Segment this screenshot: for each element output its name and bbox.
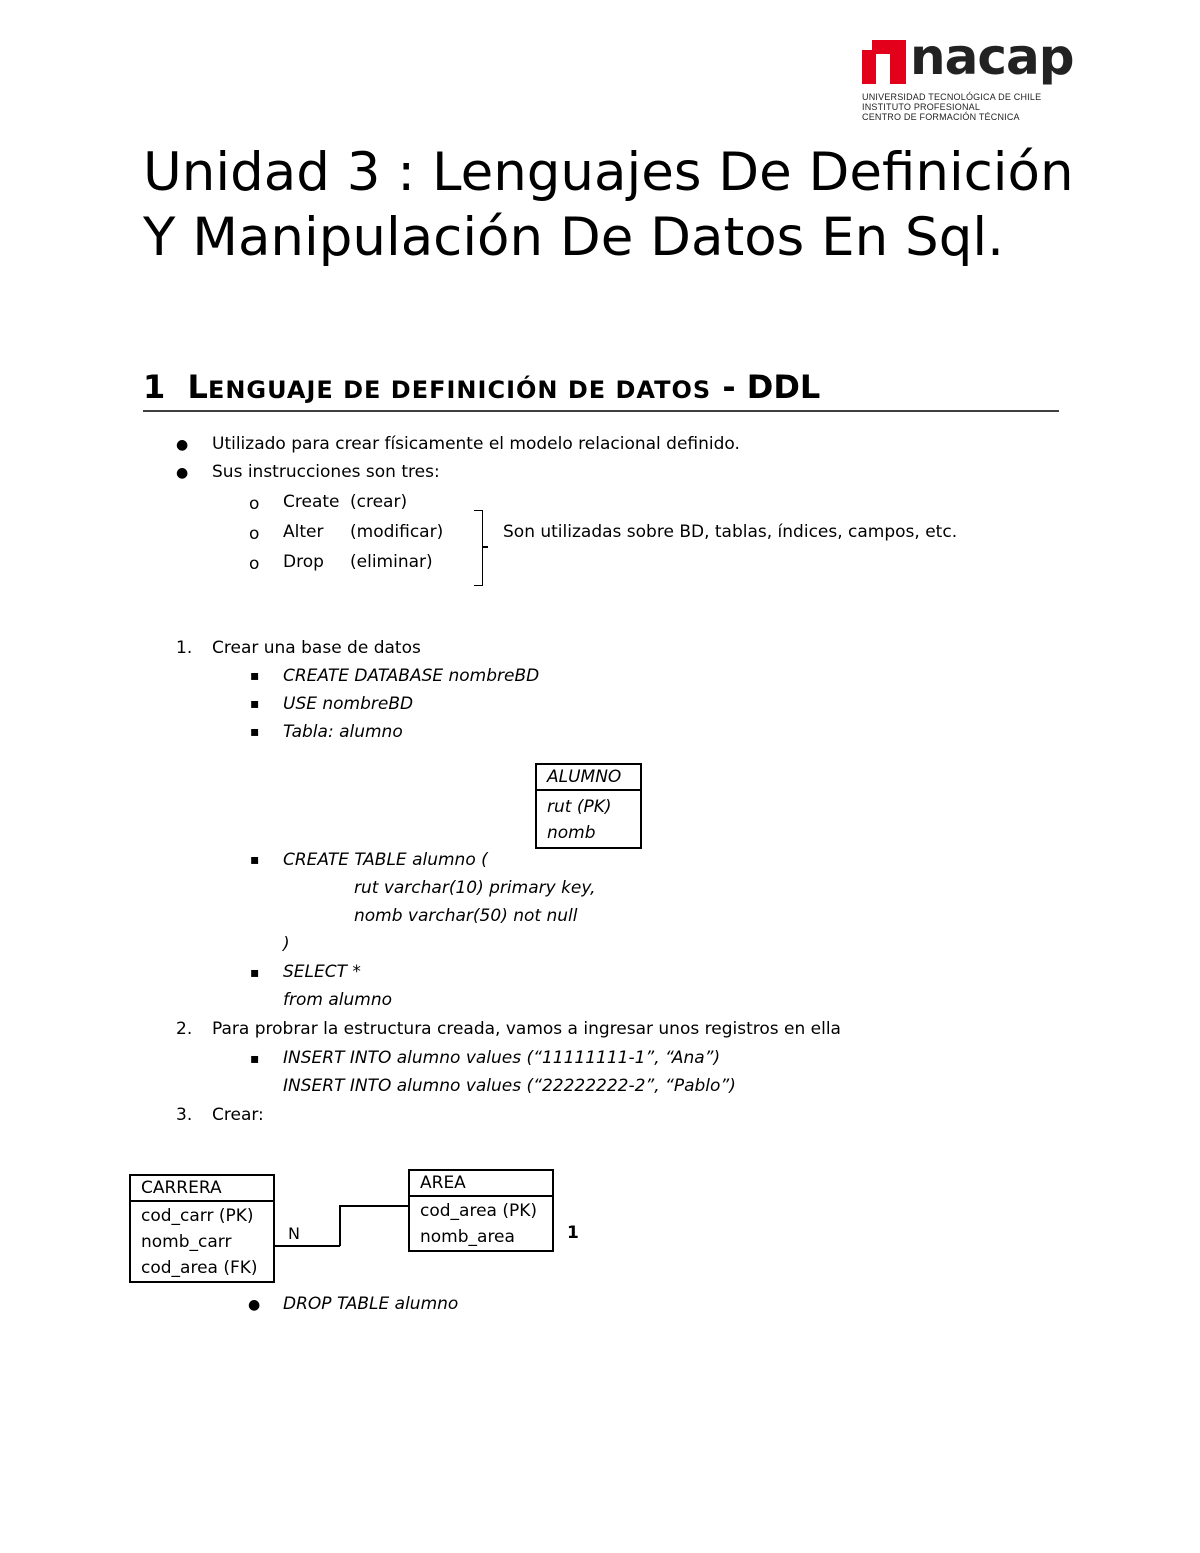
sub-bullet-marker: o: [249, 494, 260, 514]
step-text: Crear:: [212, 1105, 264, 1125]
table-field: nomb: [547, 823, 596, 843]
cardinality-n: N: [288, 1224, 300, 1243]
cardinality-1: 1: [567, 1223, 579, 1243]
square-bullet: ▪: [250, 668, 260, 684]
instruction-desc: (crear): [350, 492, 408, 512]
code-line: INSERT INTO alumno values (“22222222-2”, “Pablo”): [283, 1076, 736, 1096]
area-table-box: [408, 1169, 554, 1252]
square-bullet: ▪: [250, 696, 260, 712]
square-bullet: ▪: [250, 965, 260, 981]
instructions-note: Son utilizadas sobre BD, tablas, índices, campos, etc.: [503, 522, 958, 542]
code-line: CREATE TABLE alumno (: [283, 850, 488, 870]
relationship-line: [339, 1205, 341, 1246]
table-field: cod_carr (PK): [141, 1206, 254, 1226]
code-line: Tabla: alumno: [283, 722, 403, 742]
table-header: CARRERA: [131, 1176, 273, 1202]
instruction-desc: (modificar): [350, 522, 444, 542]
instruction-cmd: Drop: [283, 552, 324, 572]
code-line: from alumno: [283, 990, 392, 1010]
logo-wordmark: nacap: [910, 28, 1074, 86]
table-field: nomb_carr: [141, 1232, 232, 1252]
bullet-marker: ●: [176, 437, 189, 453]
bullet-text: Utilizado para crear físicamente el modelo relacional definido.: [212, 434, 740, 454]
section-heading: 1 LENGUAJE DE DEFINICIÓN DE DATOS - DDL: [143, 368, 821, 406]
bullet-marker: ●: [176, 465, 189, 481]
inacap-logo-mark: [862, 40, 906, 84]
bracket: [474, 510, 483, 586]
sub-bullet-marker: o: [249, 524, 260, 544]
step-number: 1.: [176, 638, 193, 658]
relationship-line: [339, 1205, 408, 1207]
instruction-cmd: Create: [283, 492, 340, 512]
instruction-desc: (eliminar): [350, 552, 433, 572]
code-line: rut varchar(10) primary key,: [354, 878, 596, 898]
sub-bullet-marker: o: [249, 554, 260, 574]
code-line: nomb varchar(50) not null: [354, 906, 578, 926]
bullet-marker: ●: [248, 1297, 261, 1313]
code-line: DROP TABLE alumno: [283, 1294, 459, 1314]
square-bullet: ▪: [250, 852, 260, 868]
step-number: 2.: [176, 1019, 193, 1039]
document-title: Unidad 3 : Lenguajes De Definición Y Manipulación De Datos En Sql.: [143, 142, 1074, 268]
carrera-table-box: [129, 1174, 275, 1283]
code-line: CREATE DATABASE nombreBD: [283, 666, 540, 686]
step-number: 3.: [176, 1105, 193, 1125]
instruction-cmd: Alter: [283, 522, 324, 542]
table-field: rut (PK): [547, 797, 612, 817]
table-field: cod_area (PK): [420, 1201, 538, 1221]
section-rule: [143, 410, 1059, 412]
code-line: SELECT *: [283, 962, 361, 982]
table-header: AREA: [410, 1171, 552, 1197]
logo-subtitle: UNIVERSIDAD TECNOLÓGICA DE CHILE INSTITUTO PROFESIONAL CENTRO DE FORMACIÓN TÉCNICA: [862, 92, 1042, 122]
table-field: cod_area (FK): [141, 1258, 258, 1278]
code-line: ): [283, 934, 290, 954]
bullet-text: Sus instrucciones son tres:: [212, 462, 440, 482]
square-bullet: ▪: [250, 1051, 260, 1067]
code-line: INSERT INTO alumno values (“11111111-1”, “Ana”): [283, 1048, 721, 1068]
table-field: nomb_area: [420, 1227, 515, 1247]
relationship-line: [275, 1245, 340, 1247]
step-text: Crear una base de datos: [212, 638, 421, 658]
alumno-table-box: [535, 763, 642, 849]
bracket-tick: [482, 546, 488, 548]
table-header: ALUMNO: [537, 765, 640, 791]
step-text: Para probrar la estructura creada, vamos a ingresar unos registros en ella: [212, 1019, 841, 1039]
square-bullet: ▪: [250, 724, 260, 740]
code-line: USE nombreBD: [283, 694, 414, 714]
